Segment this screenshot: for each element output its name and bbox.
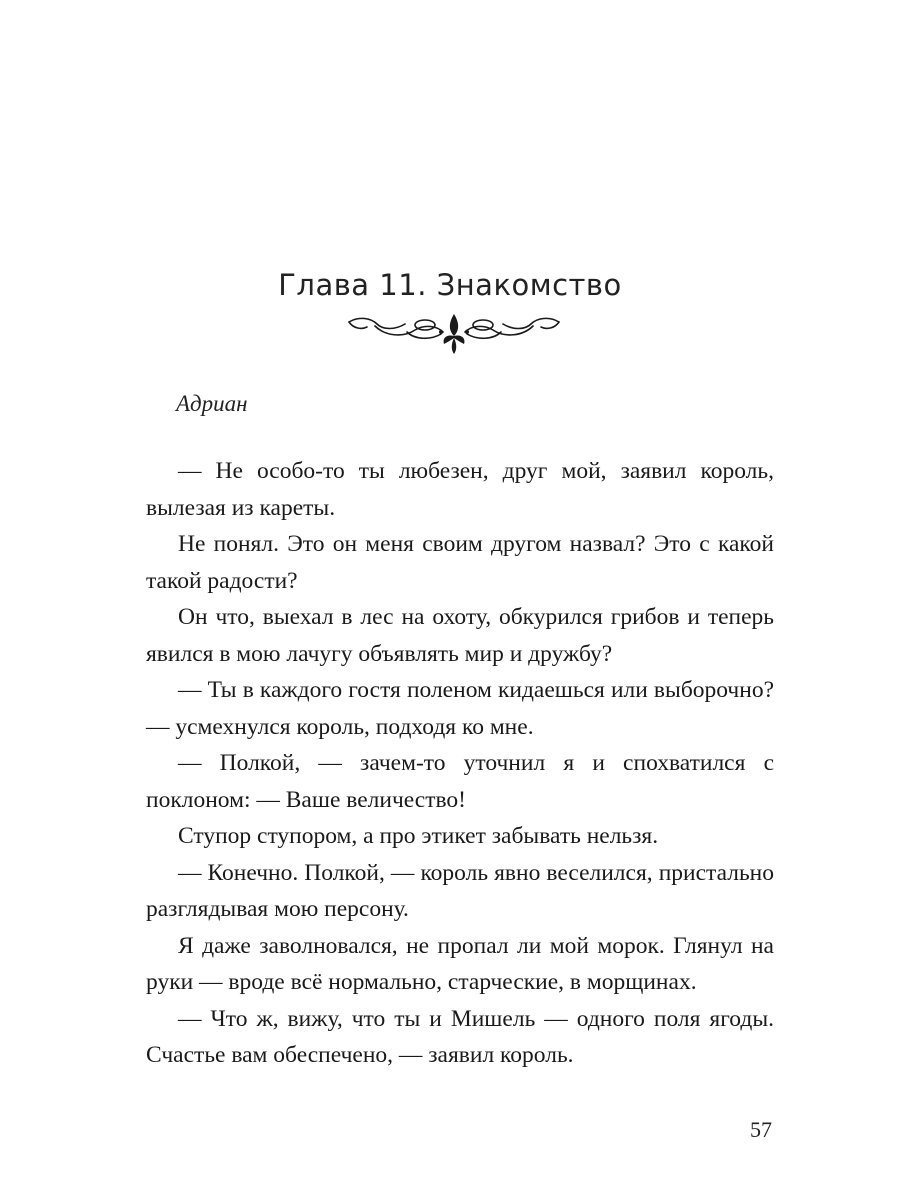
chapter-title: Глава 11. Знакомство — [278, 268, 622, 302]
paragraph: Ступор ступором, а про этикет забывать нельзя. — [178, 823, 659, 849]
paragraph: — Что ж, вижу, что ты и Мишель — одного поля ягоды. Счастье вам обеспечено, — заявил король. — [146, 1005, 774, 1068]
paragraph: — Ты в каждого гостя поленом кидаешься или выборочно? — усмехнулся король, подходя ко мне. — [146, 677, 774, 740]
chapter-body — [146, 453, 774, 1074]
paragraph: — Конечно. Полкой, — король явно веселился, пристально разглядывая мою персону. — [146, 859, 774, 922]
paragraph: — Полкой, — зачем-то уточнил я и спохватился с поклоном: — Ваше величество! — [146, 750, 774, 813]
flourish-divider-icon — [345, 312, 563, 356]
paragraph: Не понял. Это он меня своим другом назвал? Это с какой такой радости? — [146, 531, 774, 594]
paragraph: Он что, выехал в лес на охоту, обкурился грибов и теперь явился в мою лачугу объявлять мир и дружбу? — [146, 604, 774, 667]
paragraph: Я даже заволновался, не пропал ли мой морок. Глянул на руки — вроде всё нормально, старческие, в морщинах. — [146, 932, 774, 995]
paragraph: — Не особо-то ты любезен, друг мой, заявил король, вылезая из кареты. — [146, 458, 774, 521]
page-number: 57 — [750, 1117, 772, 1142]
narrator-name: Адриан — [176, 391, 248, 416]
